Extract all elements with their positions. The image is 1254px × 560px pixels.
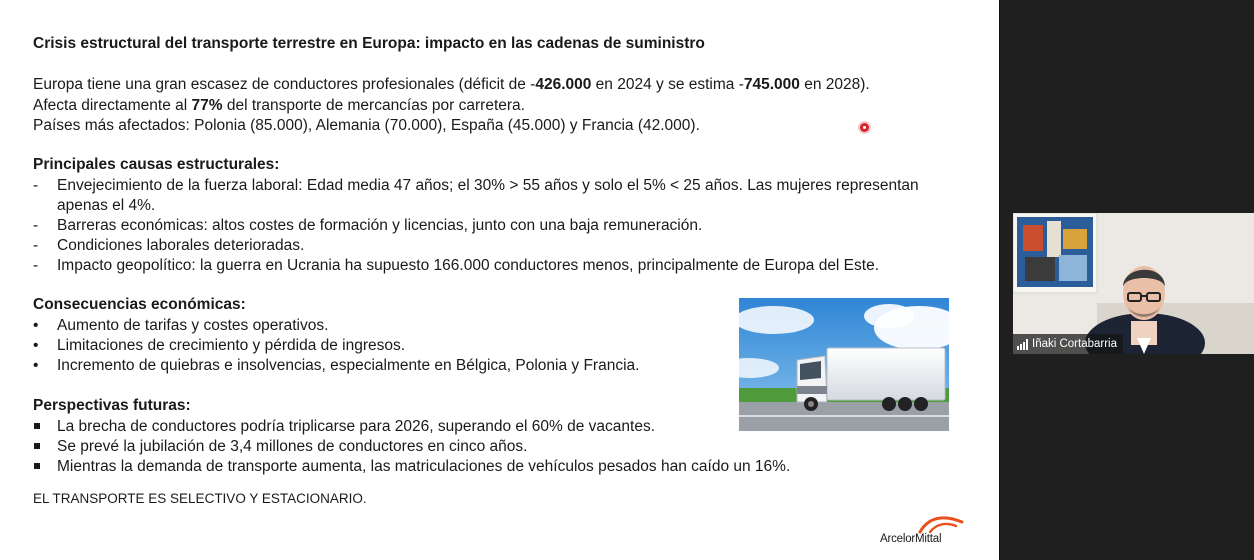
participant-name: Iñaki Cortabarria xyxy=(1032,338,1118,350)
consequences-section xyxy=(33,295,733,376)
truck-photo xyxy=(739,298,949,431)
list-item: - Barreras económicas: altos costes de formación y licencias, junto con una baja remuneración. xyxy=(33,217,703,234)
square-bullet-icon xyxy=(33,437,53,457)
list-item: Se prevé la jubilación de 3,4 millones de conductores en cinco años. xyxy=(33,437,933,457)
intro-line-impact: Afecta directamente al 77% del transporte de mercancías por carretera. xyxy=(33,96,525,114)
list-item: • Incremento de quiebras e insolvencias, especialmente en Bélgica, Polonia y Francia. xyxy=(33,357,640,374)
bullet-marker: • xyxy=(33,357,39,374)
consequences-heading: Consecuencias económicas: xyxy=(33,296,246,313)
slide-intro xyxy=(33,75,973,137)
list-item: - Condiciones laborales deterioradas. xyxy=(33,237,305,254)
bullet-marker: • xyxy=(33,337,39,354)
list-item: La brecha de conductores podría triplicarse para 2026, superando el 60% de vacantes. xyxy=(33,417,933,437)
dash-marker: - xyxy=(33,257,39,274)
arcelormittal-logo xyxy=(880,512,970,548)
list-item: • Limitaciones de crecimiento y pérdida de ingresos. xyxy=(33,337,406,354)
square-bullet-icon xyxy=(33,417,53,437)
causes-heading: Principales causas estructurales: xyxy=(33,156,280,173)
outlook-heading: Perspectivas futuras: xyxy=(33,397,191,414)
list-item: • Aumento de tarifas y costes operativos. xyxy=(33,317,329,334)
dash-marker: - xyxy=(33,237,39,254)
laser-pointer-icon xyxy=(860,123,869,132)
participant-video[interactable] xyxy=(1013,213,1254,354)
signal-bars-icon xyxy=(1017,339,1028,350)
slide-title: Crisis estructural del transporte terrestre en Europa: impacto en las cadenas de suministro xyxy=(33,35,705,52)
square-bullet-icon xyxy=(33,457,53,477)
dash-marker: - xyxy=(33,177,39,194)
causes-section xyxy=(33,155,953,276)
list-item: - Envejecimiento de la fuerza laboral: Edad media 47 años; el 30% > 55 años y solo el 5% < 25 años. Las mujeres representan apenas el 4%. xyxy=(33,177,919,214)
closing-statement: EL TRANSPORTE ES SELECTIVO Y ESTACIONARIO. xyxy=(33,491,367,506)
bullet-marker: • xyxy=(33,317,39,334)
logo-wordmark: ArcelorMittal xyxy=(880,533,942,545)
causes-list xyxy=(33,176,953,276)
intro-line-countries: Países más afectados: Polonia (85.000), Alemania (70.000), España (45.000) y Francia (42.000). xyxy=(33,117,700,134)
consequences-list xyxy=(33,316,733,376)
participant-name-tag xyxy=(1013,334,1123,354)
dash-marker: - xyxy=(33,217,39,234)
list-item: Mientras la demanda de transporte aumenta, las matriculaciones de vehículos pesados han caído un 16%. xyxy=(33,457,933,477)
list-item: - Impacto geopolítico: la guerra en Ucrania ha supuesto 166.000 conductores menos, principalmente de Europa del Este. xyxy=(33,257,880,274)
intro-line-deficit: Europa tiene una gran escasez de conductores profesionales (déficit de -426.000 en 2024 y se estima -745.000 en 2028). xyxy=(33,76,870,93)
